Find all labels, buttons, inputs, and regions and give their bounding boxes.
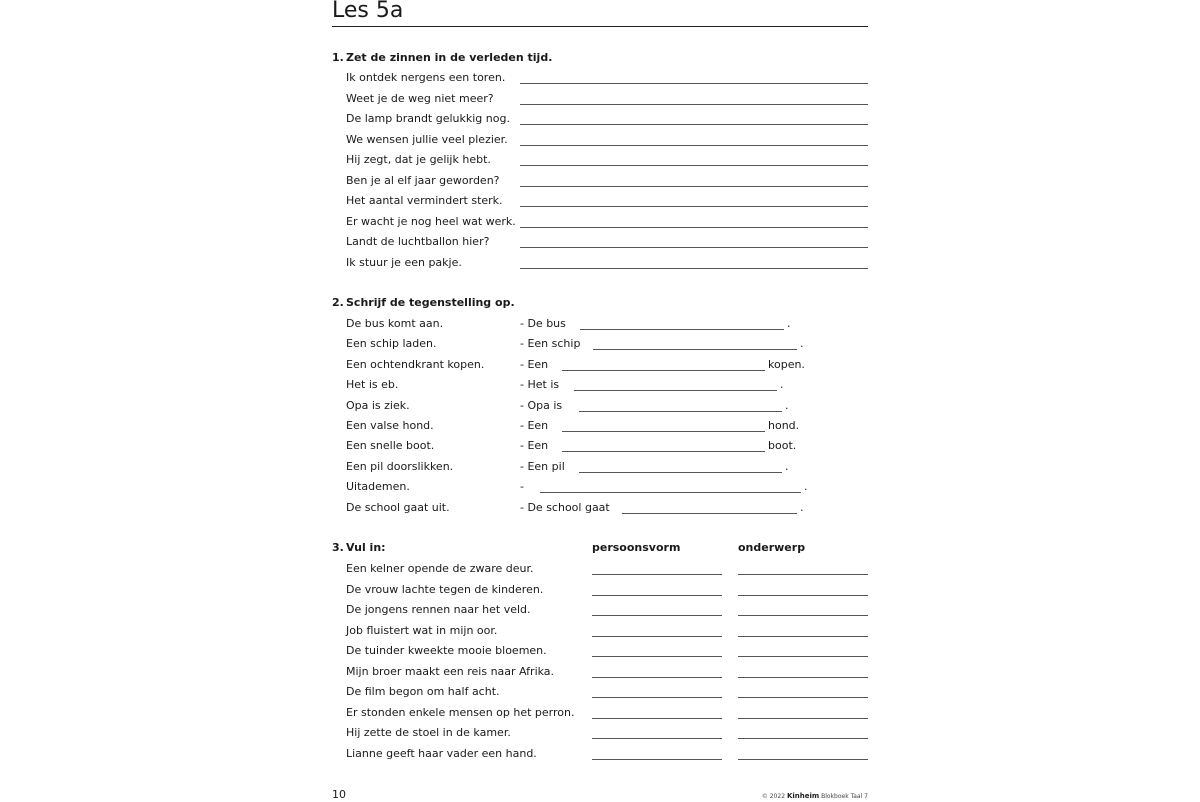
- opposite-suffix: .: [785, 398, 789, 412]
- exercise2-phrase: Uitademen.: [346, 480, 410, 494]
- opposite-prefix: - De bus: [520, 317, 566, 330]
- onderwerp-answer-line[interactable]: [738, 738, 868, 739]
- answer-line[interactable]: [520, 247, 868, 248]
- onderwerp-answer-line[interactable]: [738, 656, 868, 657]
- exercise2-item: [346, 337, 868, 353]
- exercise2-phrase: Het is eb.: [346, 378, 399, 392]
- title-divider: [332, 26, 868, 27]
- exercise1-sentence: Ik ontdek nergens een toren.: [346, 71, 506, 84]
- book-title: Blokboek Taal 7: [821, 793, 868, 800]
- answer-line[interactable]: [562, 370, 765, 371]
- section2-title: Schrijf de tegenstelling op.: [346, 296, 515, 309]
- answer-line[interactable]: [520, 206, 868, 207]
- opposite-suffix: .: [800, 500, 804, 514]
- column-header-persoonsvorm: persoonsvorm: [592, 541, 681, 554]
- opposite-prefix: - Een: [520, 357, 549, 371]
- exercise3-sentence: Hij zette de stoel in de kamer.: [346, 726, 511, 739]
- exercise2-item: [346, 378, 868, 394]
- opposite-prefix: - Een: [520, 419, 549, 432]
- opposite-prefix: - Een pil: [520, 459, 565, 473]
- exercise3-item: [346, 747, 868, 763]
- exercise1-sentence: Weet je de weg niet meer?: [346, 91, 494, 105]
- exercise2-phrase: Een valse hond.: [346, 419, 434, 432]
- persoonsvorm-answer-line[interactable]: [592, 636, 722, 637]
- exercise1-item: [346, 256, 868, 272]
- answer-line[interactable]: [520, 268, 868, 269]
- copyright-year: © 2022: [761, 793, 786, 800]
- opposite-suffix: .: [785, 459, 789, 473]
- exercise3-item: [346, 624, 868, 640]
- onderwerp-answer-line[interactable]: [738, 574, 868, 575]
- exercise1-item: [346, 92, 868, 108]
- section1-number: 1.: [332, 51, 344, 64]
- section2-number: 2.: [332, 296, 344, 309]
- persoonsvorm-answer-line[interactable]: [592, 759, 722, 760]
- exercise1-sentence: Ben je al elf jaar geworden?: [346, 173, 500, 187]
- opposite-prefix: - Opa is: [520, 398, 563, 412]
- onderwerp-answer-line[interactable]: [738, 636, 868, 637]
- exercise3-item: [346, 583, 868, 599]
- answer-line[interactable]: [520, 83, 868, 84]
- persoonsvorm-answer-line[interactable]: [592, 574, 722, 575]
- answer-line[interactable]: [540, 492, 801, 493]
- opposite-suffix: .: [780, 378, 784, 392]
- section3-title: Vul in:: [346, 541, 386, 554]
- exercise2-item: [346, 439, 868, 455]
- section1-title: Zet de zinnen in de verleden tijd.: [346, 51, 553, 64]
- exercise2-item: [346, 317, 868, 333]
- exercise1-item: [346, 215, 868, 231]
- exercise2-phrase: Een snelle boot.: [346, 439, 435, 453]
- exercise2-phrase: Opa is ziek.: [346, 398, 410, 412]
- answer-line[interactable]: [520, 145, 868, 146]
- exercise1-item: [346, 174, 868, 190]
- exercise2-item: [346, 460, 868, 476]
- section3-heading: [332, 541, 386, 555]
- exercise3-sentence: Job fluistert wat in mijn oor.: [346, 623, 498, 637]
- exercise1-sentence: We wensen jullie veel plezier.: [346, 132, 508, 146]
- opposite-suffix: .: [804, 480, 808, 494]
- answer-line[interactable]: [520, 227, 868, 228]
- exercise2-item: [346, 419, 868, 435]
- exercise2-item: [346, 358, 868, 374]
- section2-heading: [332, 296, 515, 310]
- exercise2-phrase: Een schip laden.: [346, 337, 437, 351]
- exercise1-item: [346, 133, 868, 149]
- persoonsvorm-answer-line[interactable]: [592, 718, 722, 719]
- opposite-prefix: - Een: [520, 439, 549, 453]
- answer-line[interactable]: [579, 411, 782, 412]
- exercise1-item: [346, 71, 868, 87]
- exercise3-sentence: De tuinder kweekte mooie bloemen.: [346, 644, 547, 657]
- exercise1-item: [346, 153, 868, 169]
- onderwerp-answer-line[interactable]: [738, 615, 868, 616]
- opposite-prefix: - Het is: [520, 378, 560, 392]
- exercise3-item: [346, 644, 868, 660]
- answer-line[interactable]: [579, 472, 782, 473]
- exercise2-phrase: De school gaat uit.: [346, 500, 450, 514]
- answer-line[interactable]: [574, 390, 777, 391]
- answer-line[interactable]: [520, 165, 868, 166]
- answer-line[interactable]: [593, 349, 797, 350]
- exercise2-phrase: Een ochtendkrant kopen.: [346, 357, 485, 371]
- exercise3-sentence: Een kelner opende de zware deur.: [346, 562, 534, 575]
- answer-line[interactable]: [520, 186, 868, 187]
- exercise3-sentence: Lianne geeft haar vader een hand.: [346, 746, 537, 760]
- exercise3-sentence: De vrouw lachte tegen de kinderen.: [346, 582, 544, 596]
- exercise2-phrase: De bus komt aan.: [346, 317, 444, 330]
- exercise2-phrase: Een pil doorslikken.: [346, 459, 454, 473]
- exercise3-item: [346, 706, 868, 722]
- column-header-onderwerp: onderwerp: [738, 541, 806, 554]
- worksheet-page: [332, 0, 868, 800]
- publisher-brand: Kinheim: [786, 792, 820, 800]
- onderwerp-answer-line[interactable]: [738, 718, 868, 719]
- answer-line[interactable]: [580, 329, 784, 330]
- exercise3-sentence: Er stonden enkele mensen op het perron.: [346, 705, 575, 719]
- answer-line[interactable]: [520, 104, 868, 105]
- page-title: Les 5a: [332, 0, 404, 23]
- opposite-suffix: .: [800, 337, 804, 351]
- exercise1-item: [346, 112, 868, 128]
- persoonsvorm-answer-line[interactable]: [592, 595, 722, 596]
- answer-line[interactable]: [562, 451, 765, 452]
- exercise1-sentence: De lamp brandt gelukkig nog.: [346, 112, 510, 125]
- persoonsvorm-answer-line[interactable]: [592, 656, 722, 657]
- section1-heading: [332, 51, 552, 65]
- exercise3-item: [346, 603, 868, 619]
- onderwerp-answer-line[interactable]: [738, 595, 868, 596]
- exercise3-item: [346, 726, 868, 742]
- exercise3-item: [346, 665, 868, 681]
- exercise1-item: [346, 194, 868, 210]
- section3-number: 3.: [332, 541, 344, 554]
- page-number: 10: [332, 788, 346, 801]
- exercise2-item: [346, 480, 868, 496]
- answer-line[interactable]: [520, 124, 868, 125]
- exercise1-sentence: Hij zegt, dat je gelijk hebt.: [346, 153, 491, 166]
- persoonsvorm-answer-line[interactable]: [592, 738, 722, 739]
- opposite-prefix: -: [520, 480, 524, 494]
- answer-line[interactable]: [562, 431, 765, 432]
- opposite-suffix: kopen.: [768, 357, 805, 371]
- exercise3-item: [346, 685, 868, 701]
- exercise1-sentence: Het aantal vermindert sterk.: [346, 194, 503, 207]
- exercise3-sentence: De film begon om half acht.: [346, 685, 500, 698]
- exercise2-item: [346, 501, 868, 517]
- exercise3-item: [346, 562, 868, 578]
- persoonsvorm-answer-line[interactable]: [592, 677, 722, 678]
- answer-line[interactable]: [622, 513, 797, 514]
- persoonsvorm-answer-line[interactable]: [592, 697, 722, 698]
- opposite-prefix: - De school gaat: [520, 500, 610, 514]
- exercise1-sentence: Ik stuur je een pakje.: [346, 255, 462, 269]
- onderwerp-answer-line[interactable]: [738, 759, 868, 760]
- opposite-suffix: boot.: [768, 439, 797, 453]
- exercise3-sentence: De jongens rennen naar het veld.: [346, 603, 531, 616]
- exercise3-sentence: Mijn broer maakt een reis naar Afrika.: [346, 664, 555, 678]
- persoonsvorm-answer-line[interactable]: [592, 615, 722, 616]
- opposite-suffix: .: [787, 317, 791, 330]
- exercise1-sentence: Landt de luchtballon hier?: [346, 235, 490, 248]
- opposite-suffix: hond.: [768, 419, 800, 432]
- exercise1-sentence: Er wacht je nog heel wat werk.: [346, 214, 516, 228]
- onderwerp-answer-line[interactable]: [738, 677, 868, 678]
- exercise1-item: [346, 235, 868, 251]
- opposite-prefix: - Een schip: [520, 337, 581, 351]
- exercise2-item: [346, 399, 868, 415]
- onderwerp-answer-line[interactable]: [738, 697, 868, 698]
